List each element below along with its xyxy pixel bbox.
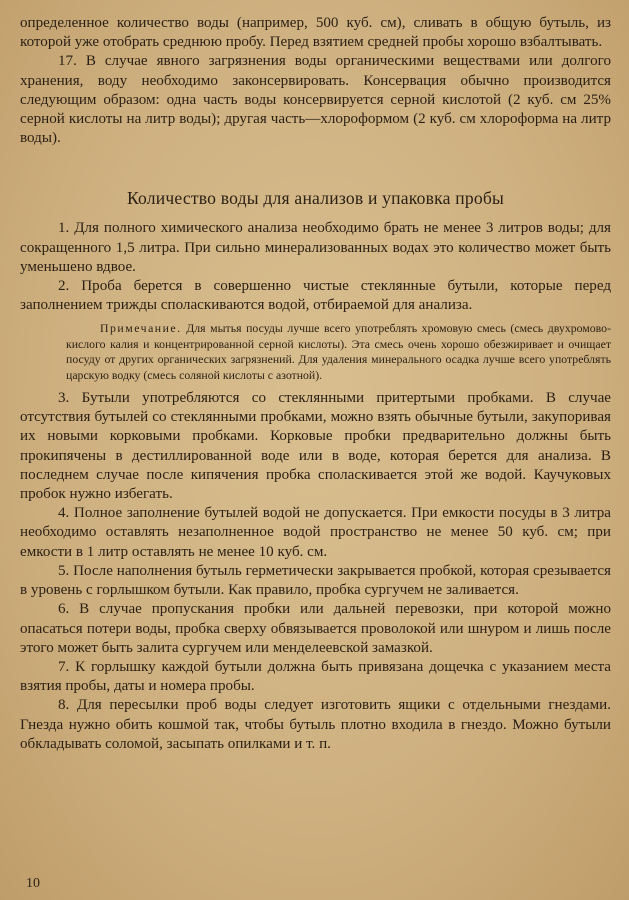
page-number: 10: [26, 876, 40, 891]
note-text: Для мытья посуды лучше всего употреблять хромовую смесь (смесь двухромово-кислого калия и концентрированной серной кислоты). Эта смесь очень хорошо обезжиривает и очищает посуду от других органических загрязнений. Для удаления минерального осадка лучше всего употреблять царскую водку (смесь соляной кислоты с азотной).: [66, 321, 611, 382]
continued-paragraph: определенное количество воды (например, 500 куб. см), сливать в общую бутыль, из которой уже отобрать среднюю пробу. Перед взятием средней пробы хорошо взбалтывать.: [20, 15, 611, 51]
paragraph-3: 3. Бутыли употребляются со стеклянными притертыми пробками. В случае отсутствия бутылей со стеклянными пробками, можно взять обычные бутыли, закупоривая их новыми корковыми пробками. Корковые пробки предварительно должны быть прокипячены в дестиллированной воде или в воде, которая берется для анализа. В последнем случае после кипячения пробка споласкивается этой же водой. Каучуковых пробок нужно избегать.: [20, 390, 611, 503]
paragraph-4: 4. Полное заполнение бутылей водой не допускается. При емкости посуды в 3 литра необходимо оставлять незаполненное водой пространство не менее 50 куб. см; при емкости в 1 литр оставлять не менее 10 куб. см.: [20, 505, 611, 560]
paragraph-8: 8. Для пересылки проб воды следует изготовить ящики с отдельными гнездами. Гнезда нужно обить кошмой так, чтобы бутыль плотно входила в гнездо. Можно бутыли обкладывать соломой, засыпать опилками и т. п.: [20, 697, 611, 752]
note: [66, 321, 611, 383]
paragraph-1: 1. Для полного химического анализа необходимо брать не менее 3 литров воды; для сокращенного 1,5 литра. При сильно минерализованных водах это количество может быть уменьшено вдвое.: [20, 220, 611, 275]
paragraph-2: 2. Проба берется в совершенно чистые стеклянные бутыли, которые перед заполнением трижды споласкиваются водой, отбираемой для анализа.: [20, 278, 611, 314]
section-heading: Количество воды для анализов и упаковка пробы: [126, 188, 505, 209]
paragraph-5: 5. После наполнения бутыль герметически закрывается пробкой, которая срезывается в уровень с горлышком бутыли. Как правило, пробка сургучем не заливается.: [20, 562, 611, 599]
paragraph-7: 7. К горлышку каждой бутыли должна быть привязана дощечка с указанием места взятия пробы, даты и номера пробы.: [20, 658, 611, 695]
paragraph-17: 17. В случае явного загрязнения воды органическими веществами или долгого хранения, воду необходимо законсервировать. Консервация обычно производится следующим образом: одна часть воды консервируется серной кислотой (2 куб. см 25% серной кислоты на литр воды); другая часть—хлороформом (2 куб. см хлороформа на литр воды).: [20, 53, 611, 147]
paragraph-6: 6. В случае пропускания пробки или дальней перевозки, при которой можно опасаться потери воды, пробка сверху обвязывается проволокой или шнуром и лишь после этого может быть залита сургучем или менделеевской замазкой.: [20, 601, 611, 656]
note-label: Примечание.: [100, 321, 182, 336]
